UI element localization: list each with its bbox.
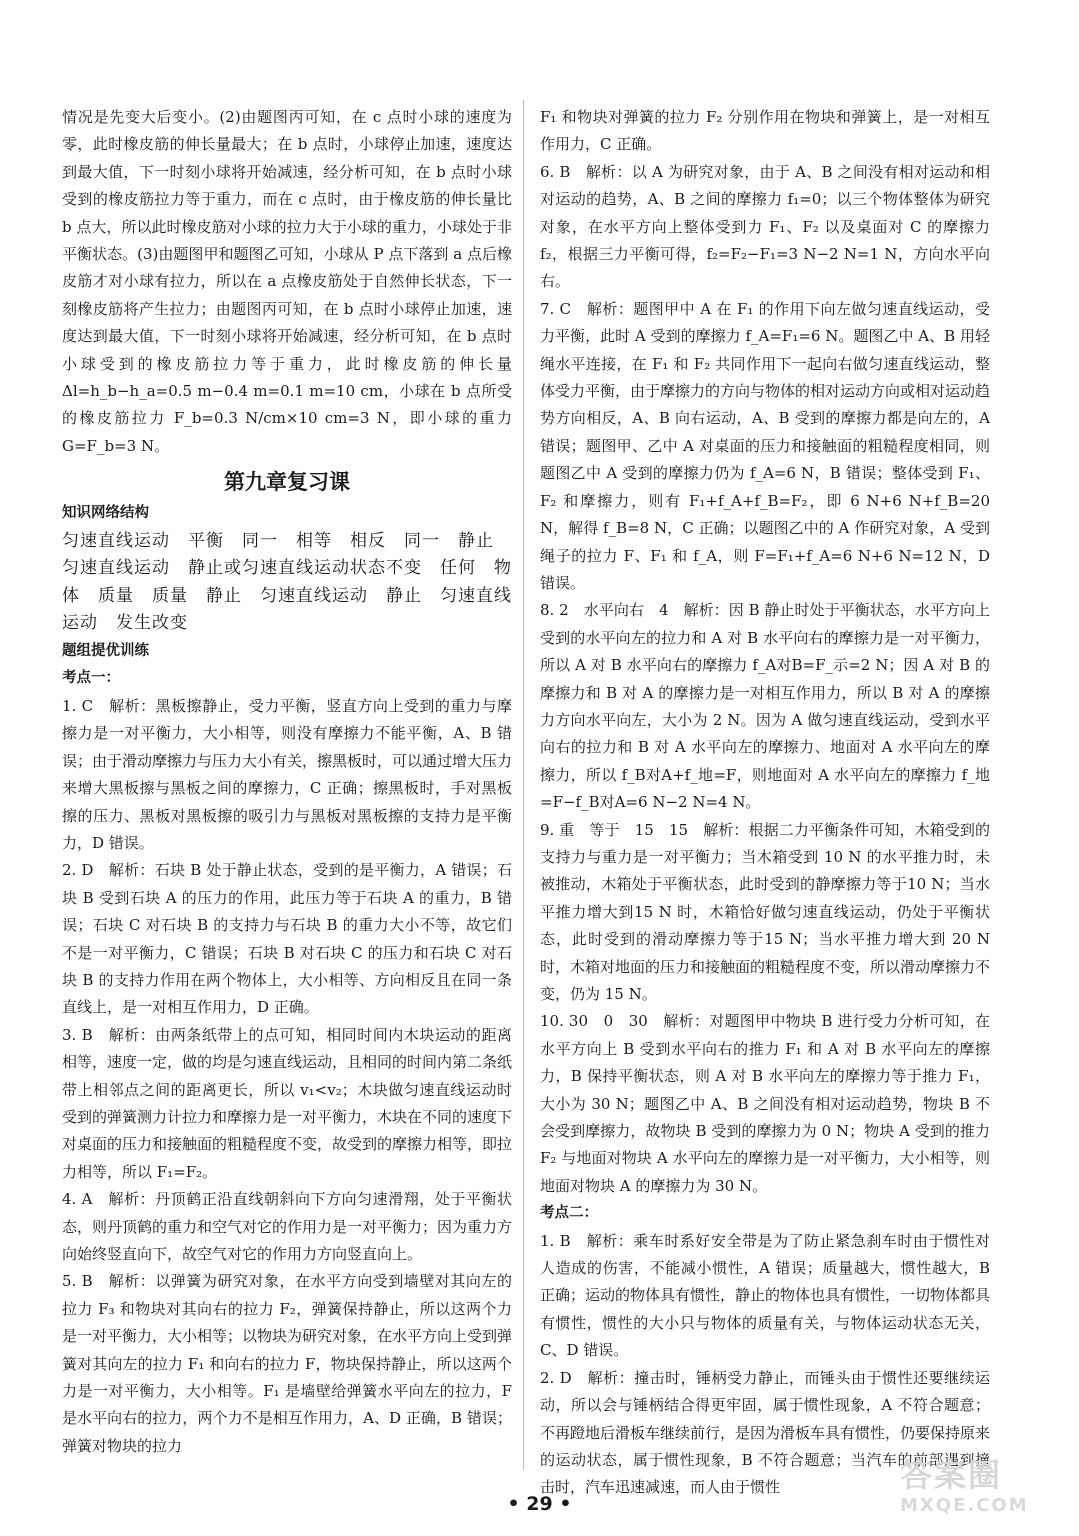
watermark-text: 答案圈 [900, 1456, 1003, 1494]
paragraph-intro: 情况是先变大后变小。(2)由题图丙可知，在 c 点时小球的速度为零，此时橡皮筋的伸长量最大；在 b 点时，小球停止加速，速度达到最大值，下一时刻小球将开始减速，经分析可知，在 b 点时小球受到的橡皮筋拉力等于重力，而在 c 点时，由于橡皮筋的伸长量比 b 点大，所以此时橡皮筋对小球的拉力大于小球的重力，小球处于非平衡状态。(3)由题图甲和题图乙可知，小球从 P 点下落到 a 点后橡皮筋才对小球有拉力，所以在 a 点橡皮筋处于自然伸长状态，下一刻橡皮筋将产生拉力；由题图丙可知，在 b 点时小球停止加速，速度达到最大值，下一时刻小球将开始减速，经分析可知，在 b 点时小球受到的橡皮筋拉力等于重力，此时橡皮筋的伸长量 Δl=h_b−h_a=0.5 m−0.4 m=0.1 m=10 cm，小球在 b 点所受的橡皮筋拉力 F_b=0.3 N/cm×10 cm=3 N，即小球的重力 G=F_b=3 N。 [62, 108, 512, 455]
training-heading: 题组提优训练 [62, 643, 149, 660]
answer-10: 10. 30 0 30 解析：对题图甲中物块 B 进行受力分析可知，在水平方向上 B 受到水平向右的推力 F₁ 和 A 对 B 水平向左的摩擦力，B 保持平衡状态，则 A 对 B 水平向左的摩擦力等于推力 F₁，大小为 30 N；题图乙中 A、B 之间没有相对运动趋势，物块 B 不会受到摩擦力，故物块 B 受到的摩擦力为 0 N；物块 A 受到的推力 F₂ 与地面对物块 A 水平向左的摩擦力是一对平衡力，大小相等，则地面对物块 A 的摩擦力为 30 N。 [540, 1012, 990, 1195]
watermark-logo [900, 1455, 1070, 1527]
answer-1: 1. C 解析：黑板擦静止，受力平衡，竖直方向上受到的重力与摩擦力是一对平衡力，大小相等，则没有摩擦力不能平衡，A、B 错误；由于滑动摩擦力与压力大小有关，擦黑板时，可以通过增大压力来增大黑板擦与黑板之间的摩擦力，C 正确；擦黑板时，手对黑板擦的压力、黑板对黑板擦的吸引力与黑板对黑板擦的支持力是平衡力，D 错误。 [62, 696, 513, 852]
left-column [62, 104, 512, 1460]
section-title: 第九章复习课 [224, 470, 350, 495]
answer-5-continued: F₁ 和物块对弹簧的拉力 F₂ 分别作用在物块和弹簧上，是一对相互作用力，C 正确。 [540, 108, 990, 154]
answer-3: 3. B 解析：由两条纸带上的点可知，相同时间内木块运动的距离相等，速度一定，做的均是匀速直线运动，且相同的时间内第二条纸带上相邻点之间的距离更长，所以 v₁<v₂；木块做匀速直线运动时受到的弹簧测力计拉力和摩擦力是一对平衡力，木块在不同的速度下对桌面的压力和接触面的粗糙程度不变，故受到的摩擦力相等，即拉力相等，所以 F₁=F₂。 [62, 1025, 513, 1181]
point-two-heading: 考点二： [540, 1205, 598, 1222]
point2-answer-1: 1. B 解析：乘车时系好安全带是为了防止紧急刹车时由于惯性对人造成的伤害，不能减小惯性，A 错误；质量越大，惯性越大，B 正确；运动的物体具有惯性，静止的物体也具有惯性，一切物体都具有惯性，惯性的大小只与物体的质量有关，与物体运动状态无关，C、D 错误。 [540, 1231, 991, 1360]
point2-answer-2: 2. D 解析：撞击时，锤柄受力静止，而锤头由于惯性还要继续运动，所以会与锤柄结合得更牢固，属于惯性现象，A 不符合题意；不再蹬地后滑板车继续前行，是因为滑板车具有惯性，仍要保持原来的运动状态，属于惯性现象，B 不符合题意；当汽车的前部遇到撞击时，汽车迅速减速，而人由于惯性 [540, 1368, 991, 1497]
answer-7: 7. C 解析：题图甲中 A 在 F₁ 的作用下向左做匀速直线运动，受力平衡，此时 A 受到的摩擦力 f_A=F₁=6 N。题图乙中 A、B 用轻绳水平连接，在 F₁ 和 F₂ 共同作用下一起向右做匀速直线运动，整体受力平衡，由于摩擦力的方向与物体的相对运动方向或相对运动趋势方向相反，A、B 向右运动，A、B 受到的摩擦力都是向左的，A 错误；题图甲、乙中 A 对桌面的压力和接触面的粗糙程度相同，则题图乙中 A 受到的摩擦力仍为 f_A=6 N，B 错误；整体受到 F₁、F₂ 和摩擦力，则有 F₁+f_A+f_B=F₂，即 6 N+6 N+f_B=20 N，解得 f_B=8 N，C 正确；以题图乙中的 A 作研究对象，A 受到绳子的拉力 F、F₁ 和 f_A，则 F=F₁+f_A=6 N+6 N=12 N，D 错误。 [540, 299, 991, 592]
column-divider [523, 100, 524, 1470]
answer-9: 9. 重 等于 15 15 解析：根据二力平衡条件可知，木箱受到的支持力与重力是一对平衡力；当木箱受到 10 N 的水平推力时，未被推动，木箱处于平衡状态，此时受到的静摩擦力等于10 N；当水平推力增大到15 N 时，木箱恰好做匀速直线运动，仍处于平衡状态，此时受到的滑动摩擦力等于15 N；当水平推力增大到 20 N 时，木箱对地面的压力和接触面的粗糙程度不变，所以滑动摩擦力不变，仍为 15 N。 [540, 820, 991, 1003]
right-column [540, 104, 990, 1502]
answer-8: 8. 2 水平向右 4 解析：因 B 静止时处于平衡状态，水平方向上受到的水平向左的拉力和 A 对 B 水平向右的摩擦力是一对平衡力，所以 A 对 B 水平向右的摩擦力 f_A对B=F_示=2 N；因 A 对 B 的摩擦力和 B 对 A 的摩擦力是一对相互作用力，所以 B 对 A 的摩擦力方向水平向左，大小为 2 N。因为 A 做匀速直线运动，受到水平向右的拉力和 B 对 A 水平向左的摩擦力、地面对 A 水平向左的摩擦力，所以 f_B对A+f_地=F，则地面对 A 水平向左的摩擦力 f_地=F−f_B对A=6 N−2 N=4 N。 [540, 601, 990, 812]
point-one-heading: 考点一： [62, 670, 120, 687]
answer-4: 4. A 解析：丹顶鹤正沿直线朝斜向下方向匀速滑翔，处于平衡状态，则丹顶鹤的重力和空气对它的作用力是一对平衡力；因为重力方向始终竖直向下，故空气对它的作用力方向竖直向上。 [62, 1190, 513, 1263]
answer-5: 5. B 解析：以弹簧为研究对象，在水平方向受到墙壁对其向左的拉力 F₃ 和物块对其向右的拉力 F₂，弹簧保持静止，所以这两个力是一对平衡力，大小相等；以物块为研究对象，在水平方向上受到弹簧对其向左的拉力 F₁ 和向右的拉力 F，物块保持静止，所以这两个力是一对平衡力，大小相等。F₁ 是墙壁给弹簧水平向左的拉力，F 是水平向右的拉力，两个力不是相互作用力，A、D 正确，B 错误；弹簧对物块的拉力 [62, 1272, 513, 1455]
keywords-list: 匀速直线运动 平衡 同一 相等 相反 同一 静止 匀速直线运动 静止或匀速直线运动状态不变 任何 物体 质量 质量 静止 匀速直线运动 静止 匀速直线运动 发生改变 [62, 530, 512, 634]
answer-2: 2. D 解析：石块 B 处于静止状态，受到的是平衡力，A 错误；石块 B 受到石块 A 的压力的作用，此压力等于石块 A 的重力，B 错误；石块 C 对石块 B 的支持力与石块 B 的重力大小不等，故它们不是一对平衡力，C 错误；石块 B 对石块 C 的压力和石块 C 对石块 B 的支持力作用在两个物体上，大小相等、方向相反且在同一条直线上，是一对相互作用力，D 正确。 [62, 861, 512, 1017]
page-number: • 29 • [507, 1493, 572, 1515]
answer-6: 6. B 解析：以 A 为研究对象，由于 A、B 之间没有相对运动和相对运动的趋势，A、B 之间的摩擦力 f₁=0；以三个物体整体为研究对象，在水平方向上整体受到力 F₁、F₂ 以及桌面对 C 的摩擦力 f₂，根据三力平衡可得，f₂=F₂−F₁=3 N−2 N=1 N，方向水平向右。 [540, 162, 990, 291]
watermark-url: MXQE.COM [900, 1495, 1029, 1516]
knowledge-heading: 知识网络结构 [62, 505, 149, 522]
